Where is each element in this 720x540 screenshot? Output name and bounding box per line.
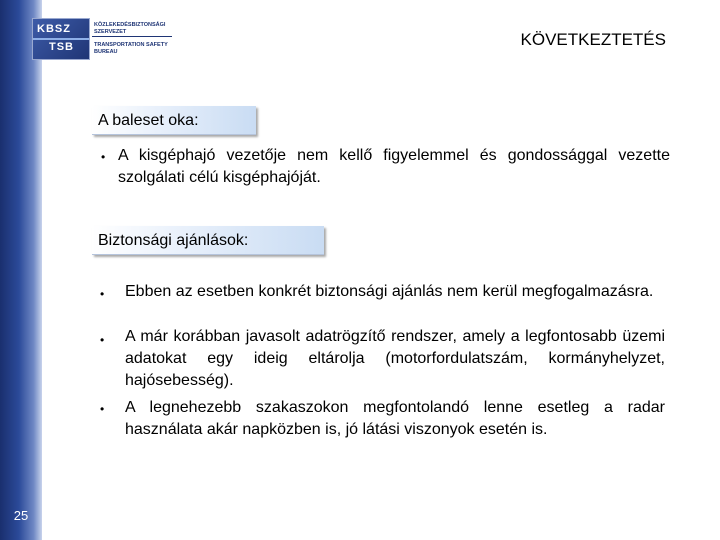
recommendation-item-3: A legnehezebb szakaszokon megfontolandó lenne esetleg a radar használata akár napközben is, jó látási viszonyok esetén is. xyxy=(125,399,665,438)
cause-heading-box xyxy=(92,106,256,135)
org-name-en-line1: TRANSPORTATION SAFETY xyxy=(94,42,168,48)
left-sidebar-band xyxy=(0,0,42,540)
recommendation-bullet-2: • xyxy=(100,333,105,347)
logo-text-bottom: TSB xyxy=(49,41,74,53)
recommendation-bullet-1: • xyxy=(100,287,105,301)
org-name-en-line2: BUREAU xyxy=(94,49,118,55)
tsb-logo xyxy=(32,18,90,60)
recommendations-heading-box xyxy=(92,226,324,255)
cause-text: A kisgéphajó vezetője nem kellő figyelemmel és gondossággal vezette szolgálati célú kisgéphajóját. xyxy=(118,147,670,186)
cause-bullet: • xyxy=(101,150,106,164)
recommendation-item-2: A már korábban javasolt adatrögzítő rendszer, amely a legfontosabb üzemi adatokat egy ideig eltárolja (motorfordulatszám, kormányhelyzet, hajósebesség). xyxy=(125,328,665,389)
logo-text-top: KBSZ xyxy=(37,23,71,35)
logo-stripe xyxy=(33,38,89,40)
org-name-hu-line2: SZERVEZET xyxy=(94,29,127,35)
page-number: 25 xyxy=(13,508,29,523)
org-divider xyxy=(92,36,172,37)
recommendations-heading: Biztonsági ajánlások: xyxy=(98,232,249,249)
org-name-hungarian xyxy=(94,22,165,36)
slide-title: KÖVETKEZTETÉS xyxy=(520,30,666,49)
cause-heading: A baleset oka: xyxy=(98,112,199,129)
org-name-english xyxy=(94,42,168,56)
recommendation-bullet-3: • xyxy=(100,402,105,416)
recommendation-item-1: Ebben az esetben konkrét biztonsági ajánlás nem kerül megfogalmazásra. xyxy=(125,283,654,300)
org-name-hu-line1: KÖZLEKEDÉSBIZTONSÁGI xyxy=(94,22,166,28)
